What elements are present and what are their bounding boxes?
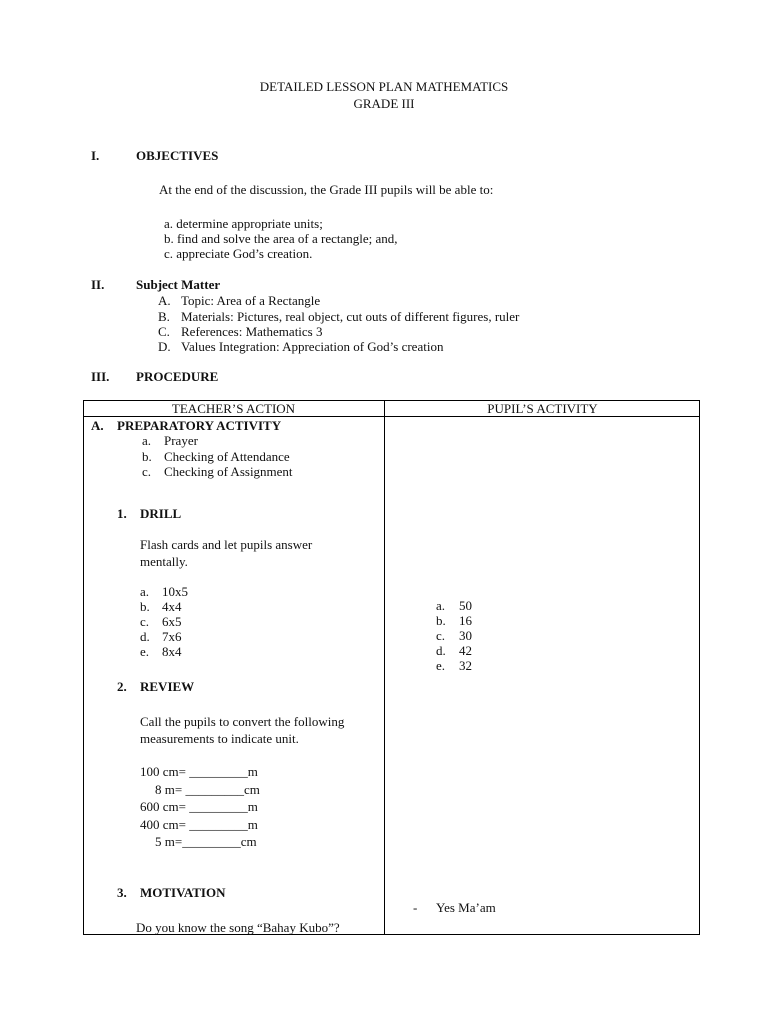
- review-instruction: Call the pupils to convert the following: [140, 714, 345, 729]
- review-item: 5 m=_________cm: [155, 834, 257, 849]
- prep-letter: A.: [91, 418, 104, 433]
- review-number: 2.: [117, 679, 127, 694]
- answer-letter: d.: [436, 643, 446, 658]
- section-heading-procedure: PROCEDURE: [136, 369, 219, 384]
- answer-item: 32: [459, 658, 472, 673]
- table-column-divider: [384, 400, 385, 935]
- subject-letter: D.: [158, 339, 171, 354]
- drill-letter: d.: [140, 629, 150, 644]
- subject-item: Materials: Pictures, real object, cut outs of different figures, ruler: [181, 309, 520, 324]
- motivation-answer: Yes Ma’am: [436, 900, 496, 915]
- answer-letter: a.: [436, 598, 446, 613]
- motivation-question: Do you know the song “Bahay Kubo”?: [136, 920, 340, 935]
- answer-letter: c.: [436, 628, 446, 643]
- objective-item: b. find and solve the area of a rectangle; and,: [164, 231, 398, 246]
- answer-item: 16: [459, 613, 472, 628]
- drill-item: 10x5: [162, 584, 188, 599]
- drill-instruction: mentally.: [140, 554, 188, 569]
- objective-item: a. determine appropriate units;: [164, 216, 323, 231]
- drill-instruction: Flash cards and let pupils answer: [140, 537, 313, 552]
- prep-letter: a.: [142, 433, 152, 448]
- review-instruction: measurements to indicate unit.: [140, 731, 299, 746]
- drill-letter: e.: [140, 644, 150, 659]
- procedure-table: [83, 400, 700, 935]
- motivation-number: 3.: [117, 885, 127, 900]
- answer-item: 30: [459, 628, 472, 643]
- answer-item: 42: [459, 643, 472, 658]
- prep-letter: c.: [142, 464, 152, 479]
- review-item: 400 cm= _________m: [140, 817, 258, 832]
- subject-item: References: Mathematics 3: [181, 324, 323, 339]
- review-item: 600 cm= _________m: [140, 799, 258, 814]
- section-heading-objectives: OBJECTIVES: [136, 148, 219, 163]
- section-numeral-objectives: I.: [91, 148, 100, 163]
- drill-letter: c.: [140, 614, 150, 629]
- subject-letter: C.: [158, 324, 170, 339]
- section-heading-subject: Subject Matter: [136, 277, 221, 292]
- review-heading: REVIEW: [140, 679, 195, 694]
- drill-heading: DRILL: [140, 506, 182, 521]
- drill-letter: a.: [140, 584, 150, 599]
- prep-letter: b.: [142, 449, 152, 464]
- drill-item: 4x4: [162, 599, 182, 614]
- drill-letter: b.: [140, 599, 150, 614]
- objectives-intro: At the end of the discussion, the Grade III pupils will be able to:: [159, 182, 494, 197]
- review-item: 100 cm= _________m: [140, 764, 258, 779]
- motivation-heading: MOTIVATION: [140, 885, 226, 900]
- column-header-teacher: TEACHER’S ACTION: [171, 401, 296, 416]
- prep-item: Prayer: [164, 433, 198, 448]
- subject-letter: A.: [158, 293, 171, 308]
- document-title: DETAILED LESSON PLAN MATHEMATICS: [259, 79, 509, 94]
- answer-letter: b.: [436, 613, 446, 628]
- drill-item: 6x5: [162, 614, 182, 629]
- drill-number: 1.: [117, 506, 127, 521]
- section-numeral-procedure: III.: [91, 369, 110, 384]
- column-header-pupil: PUPIL’S ACTIVITY: [487, 401, 598, 416]
- prep-item: Checking of Assignment: [164, 464, 293, 479]
- prep-heading: PREPARATORY ACTIVITY: [117, 418, 282, 433]
- answer-item: 50: [459, 598, 472, 613]
- section-numeral-subject: II.: [91, 277, 105, 292]
- review-item: 8 m= _________cm: [155, 782, 260, 797]
- subject-item: Values Integration: Appreciation of God’s creation: [181, 339, 444, 354]
- objective-item: c. appreciate God’s creation.: [164, 246, 313, 261]
- answer-letter: e.: [436, 658, 446, 673]
- answer-dash: -: [413, 900, 418, 915]
- drill-item: 8x4: [162, 644, 182, 659]
- subject-item: Topic: Area of a Rectangle: [181, 293, 321, 308]
- document-subtitle: GRADE III: [353, 96, 415, 111]
- subject-letter: B.: [158, 309, 170, 324]
- drill-item: 7x6: [162, 629, 182, 644]
- prep-item: Checking of Attendance: [164, 449, 290, 464]
